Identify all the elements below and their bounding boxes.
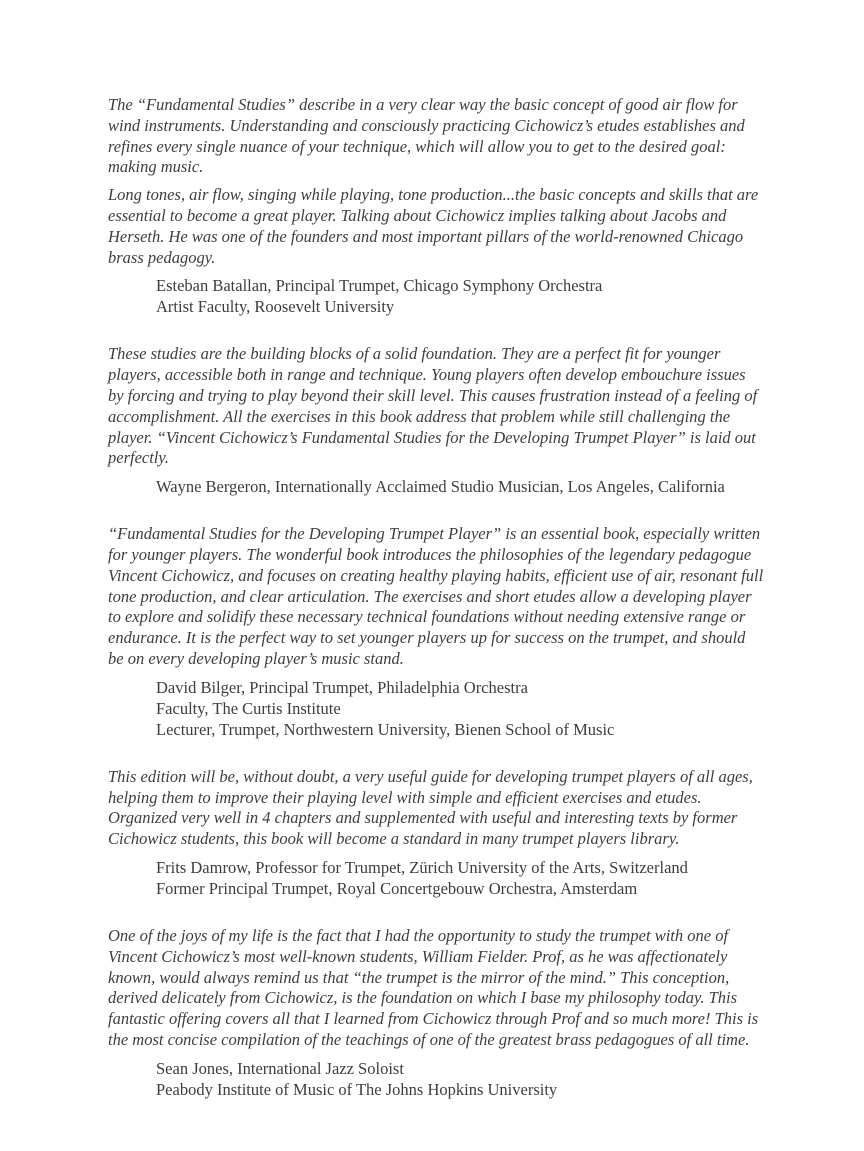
quote-paragraph: This edition will be, without doubt, a very useful guide for developing trumpet players of all ages, helping them to improve their playing level with simple and efficient exercises and etudes. Organized very well in 4 chapters and supplemented with useful and interesting texts by former Cichowicz students, this book will become a standard in many trumpet players library. bbox=[108, 766, 753, 849]
testimonial-quote bbox=[108, 95, 764, 268]
quote-paragraph: One of the joys of my life is the fact that I had the opportunity to study the trumpet with one of Vincent Cichowicz’s most well-known students, William Fielder. Prof, as he was affectionately known, would always remind us that “the trumpet is the mirror of the mind.” This conception, derived delicately from Cichowicz, is the foundation on which I base my philosophy today. This fantastic offering covers all that I learned from Cichowicz through Prof and so much more! This is the most concise compilation of the teachings of one of the greatest brass pedagogues of all time. bbox=[108, 925, 759, 1049]
quote-paragraph: “Fundamental Studies for the Developing Trumpet Player” is an essential book, especially written for younger players. The wonderful book introduces the philosophies of the legendary pedagogue Vincent Cichowicz, and focuses on creating healthy playing habits, efficient use of air, resonant full tone production, and clear articulation. The exercises and short etudes allow a developing player to explore and solidify these necessary technical foundations without needing extensive range or endurance. It is the perfect way to set younger players up for success on the trumpet, and should be on every developing player’s music stand. bbox=[108, 524, 764, 668]
attribution-line: David Bilger, Principal Trumpet, Philadelphia Orchestra bbox=[156, 677, 528, 697]
testimonial-attribution bbox=[156, 275, 764, 317]
attribution-line: Sean Jones, International Jazz Soloist bbox=[156, 1058, 404, 1078]
quote-paragraph: Long tones, air flow, singing while playing, tone production...the basic concepts and skills that are essential to become a great player. Talking about Cichowicz implies talking about Jacobs and Herseth. He was one of the founders and most important pillars of the world-renowned Chicago brass pedagogy. bbox=[108, 185, 759, 267]
testimonial-block bbox=[108, 926, 764, 1100]
testimonial-quote bbox=[108, 344, 764, 469]
testimonial-quote bbox=[108, 524, 764, 670]
attribution-line: Former Principal Trumpet, Royal Concertgebouw Orchestra, Amsterdam bbox=[156, 878, 638, 898]
quote-paragraph: These studies are the building blocks of a solid foundation. They are a perfect fit for younger players, accessible both in range and technique. Young players often develop embouchure issues by forcing and trying to play beyond their skill level. This causes frustration instead of a feeling of accomplishment. All the exercises in this book address that problem while still challenging the player. “Vincent Cichowicz’s Fundamental Studies for the Developing Trumpet Player” is laid out perfectly. bbox=[108, 344, 758, 468]
attribution-line: Wayne Bergeron, Internationally Acclaimed Studio Musician, Los Angeles, California bbox=[156, 477, 725, 497]
testimonial-quote bbox=[108, 767, 764, 850]
testimonial-attribution bbox=[156, 857, 764, 899]
testimonial-block bbox=[108, 344, 764, 497]
testimonial-attribution bbox=[156, 677, 764, 740]
testimonial-attribution bbox=[156, 476, 764, 497]
testimonial-attribution bbox=[156, 1058, 764, 1100]
attribution-line: Faculty, The Curtis Institute bbox=[156, 698, 341, 718]
testimonial-block bbox=[108, 767, 764, 899]
attribution-line: Lecturer, Trumpet, Northwestern University, Bienen School of Music bbox=[156, 719, 615, 739]
attribution-line: Peabody Institute of Music of The Johns Hopkins University bbox=[156, 1079, 558, 1099]
attribution-line: Frits Damrow, Professor for Trumpet, Zürich University of the Arts, Switzerland bbox=[156, 857, 688, 877]
quote-paragraph: The “Fundamental Studies” describe in a very clear way the basic concept of good air flow for wind instruments. Understanding and consciously practicing Cichowicz’s etudes establishes and refines every single nuance of your technique, which will allow you to get to the desired goal: making music. bbox=[108, 95, 745, 177]
testimonial-block bbox=[108, 95, 764, 317]
testimonial-block bbox=[108, 524, 764, 740]
attribution-line: Artist Faculty, Roosevelt University bbox=[156, 297, 395, 317]
testimonial-quote bbox=[108, 926, 764, 1051]
attribution-line: Esteban Batallan, Principal Trumpet, Chicago Symphony Orchestra bbox=[156, 276, 603, 296]
